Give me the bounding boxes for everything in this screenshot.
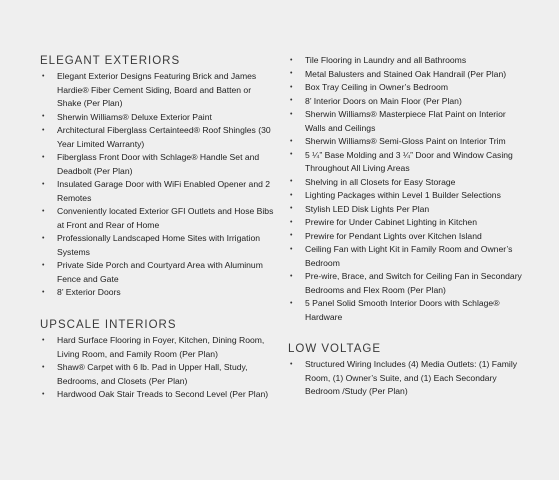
list-item: • Lighting Packages within Level 1 Builder Selections <box>288 189 528 203</box>
list-item: • Shelving in all Closets for Easy Storage <box>288 176 528 190</box>
list-item: • Architectural Fiberglass Certainteed® Roof Shingles (30 Year Limited Warranty) <box>40 124 276 151</box>
list-item: • Fiberglass Front Door with Schlage® Handle Set and Deadbolt (Per Plan) <box>40 151 276 178</box>
list-item: • Private Side Porch and Courtyard Area with Aluminum Fence and Gate <box>40 259 276 286</box>
interiors-continued-list <box>288 54 528 324</box>
list-item: • Hardwood Oak Stair Treads to Second Level (Per Plan) <box>40 388 276 402</box>
list-item: • Structured Wiring Includes (4) Media Outlets: (1) Family Room, (1) Owner’s Suite, and (1) Each Secondary Bedroom /Study (Per Plan) <box>288 358 528 399</box>
low-voltage-heading: LOW VOLTAGE <box>288 343 382 355</box>
list-item: • Box Tray Ceiling in Owner’s Bedroom <box>288 81 528 95</box>
elegant-exteriors-list <box>40 70 276 300</box>
list-item: • Sherwin Williams® Masterpiece Flat Paint on Interior Walls and Ceilings <box>288 108 528 135</box>
list-item: • Tile Flooring in Laundry and all Bathrooms <box>288 54 528 68</box>
list-item: • Professionally Landscaped Home Sites with Irrigation Systems <box>40 232 276 259</box>
list-item: • Pre-wire, Brace, and Switch for Ceiling Fan in Secondary Bedrooms and Flex Room (Per Plan) <box>288 270 528 297</box>
list-item: • Shaw® Carpet with 6 lb. Pad in Upper Hall, Study, Bedrooms, and Closets (Per Plan) <box>40 361 276 388</box>
list-item: • 8’ Exterior Doors <box>40 286 276 300</box>
elegant-exteriors-heading: ELEGANT EXTERIORS <box>40 55 181 67</box>
list-item: • Sherwin Williams® Deluxe Exterior Paint <box>40 111 276 125</box>
list-item: • Prewire for Pendant Lights over Kitchen Island <box>288 230 528 244</box>
upscale-interiors-heading: UPSCALE INTERIORS <box>40 319 177 331</box>
list-item: • Sherwin Williams® Semi-Gloss Paint on Interior Trim <box>288 135 528 149</box>
list-item: • 8’ Interior Doors on Main Floor (Per Plan) <box>288 95 528 109</box>
list-item: • Elegant Exterior Designs Featuring Brick and James Hardie® Fiber Cement Siding, Board and Batten or Shake (Per Plan) <box>40 70 276 111</box>
low-voltage-list <box>288 358 528 399</box>
list-item: • Conveniently located Exterior GFI Outlets and Hose Bibs at Front and Rear of Home <box>40 205 276 232</box>
list-item: • Metal Balusters and Stained Oak Handrail (Per Plan) <box>288 68 528 82</box>
list-item: • Prewire for Under Cabinet Lighting in Kitchen <box>288 216 528 230</box>
upscale-interiors-list <box>40 334 276 402</box>
list-item: • Stylish LED Disk Lights Per Plan <box>288 203 528 217</box>
list-item: • 5 Panel Solid Smooth Interior Doors with Schlage® Hardware <box>288 297 528 324</box>
list-item: • Ceiling Fan with Light Kit in Family Room and Owner’s Bedroom <box>288 243 528 270</box>
list-item: • Insulated Garage Door with WiFi Enabled Opener and 2 Remotes <box>40 178 276 205</box>
list-item: • 5 ¼” Base Molding and 3 ¼” Door and Window Casing Throughout All Living Areas <box>288 149 528 176</box>
list-item: • Hard Surface Flooring in Foyer, Kitchen, Dining Room, Living Room, and Family Room (Per Plan) <box>40 334 276 361</box>
